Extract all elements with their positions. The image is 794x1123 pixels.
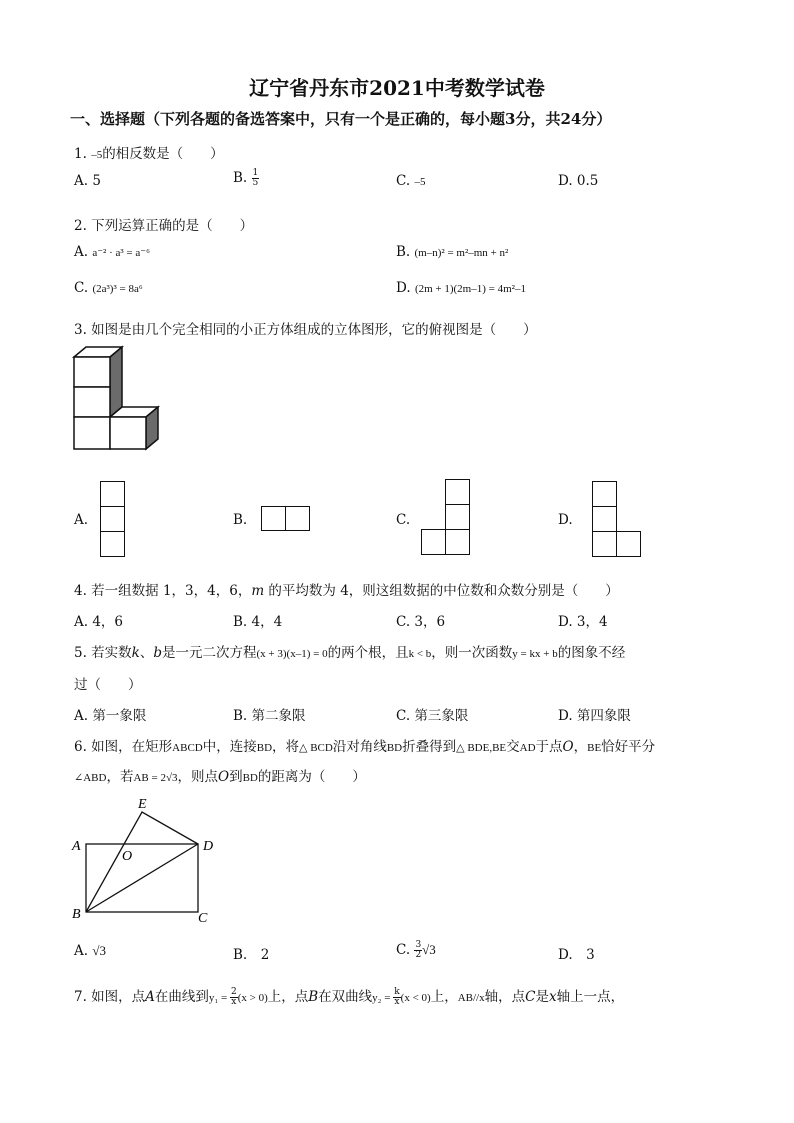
q3-option-c[interactable]: C. — [396, 512, 411, 528]
q1-option-d[interactable]: D. 0.5 — [558, 173, 599, 189]
q1-option-b[interactable]: B. $\frac{1}{5}$ — [233, 168, 259, 188]
q6-option-c[interactable]: C. $\frac{3}{2}$ √3 — [396, 940, 436, 960]
question-6-line2: ∠ABD，若AB = 2√3，则点O到BD的距离为（ ） — [74, 769, 366, 785]
q1-option-c[interactable]: C. –5 — [396, 173, 426, 189]
question-2: 2. 下列运算正确的是（ ） — [74, 218, 254, 234]
q6-option-b[interactable]: B. 2 — [233, 947, 270, 963]
section-heading: 一、选择题（下列各题的备选答案中，只有一个是正确的，每小题3分，共24分） — [70, 110, 612, 128]
q4-option-c[interactable]: C. 3，6 — [396, 614, 446, 630]
q5-option-a[interactable]: A. 第一象限 — [74, 708, 147, 724]
question-6: 6. 如图，在矩形ABCD中，连接BD，将△ BCD沿对角线BD折叠得到△ BDE,BE交AD于点O，BE恰好平分 — [74, 739, 656, 755]
q5-option-d[interactable]: D. 第四象限 — [558, 708, 631, 724]
q2-option-d[interactable]: D. (2m + 1)(2m–1) = 4m²–1 — [396, 280, 526, 296]
q3-option-d-figure[interactable] — [592, 481, 642, 559]
label-D: D — [203, 839, 214, 854]
question-1: 1. –5的相反数是（ ） — [74, 146, 224, 162]
q3-option-a-figure[interactable] — [100, 481, 126, 559]
q6-option-d[interactable]: D. 3 — [558, 947, 595, 963]
question-5-line2: 过（ ） — [74, 677, 142, 693]
question-5: 5. 若实数k、b是一元二次方程(x + 3)(x–1) = 0的两个根，且k < b，则一次函数y = kx + b的图象不经 — [74, 645, 626, 661]
label-C: C — [198, 911, 208, 926]
q1-option-a[interactable]: A. 5 — [74, 173, 101, 189]
q3-option-d[interactable]: D. — [558, 512, 573, 528]
question-4: 4. 若一组数据 1，3，4，6，m 的平均数为 4，则这组数据的中位数和众数分别是（ ） — [74, 583, 619, 599]
label-E: E — [138, 797, 147, 812]
label-A: A — [72, 839, 81, 854]
q5-option-b[interactable]: B. 第二象限 — [233, 708, 306, 724]
q5-option-c[interactable]: C. 第三象限 — [396, 708, 469, 724]
label-O: O — [122, 849, 133, 864]
question-3: 3. 如图是由几个完全相同的小正方体组成的立体图形，它的俯视图是（ ） — [74, 322, 537, 338]
q3-option-c-figure[interactable] — [421, 479, 471, 557]
label-B: B — [72, 907, 81, 922]
q2-option-b[interactable]: B. (m–n)² = m²–mn + n² — [396, 244, 509, 260]
rectangle-fold-figure — [70, 794, 230, 929]
q4-option-d[interactable]: D. 3，4 — [558, 614, 608, 630]
q2-option-c[interactable]: C. (2a³)³ = 8a⁶ — [74, 280, 143, 296]
q3-option-b-figure[interactable] — [261, 506, 313, 532]
q3-option-a[interactable]: A. — [74, 512, 89, 528]
page-title: 辽宁省丹东市2021中考数学试卷 — [249, 76, 545, 100]
q2-option-a[interactable]: A. a⁻² · a³ = a⁻⁶ — [74, 244, 150, 260]
q4-option-b[interactable]: B. 4，4 — [233, 614, 283, 630]
q3-option-b[interactable]: B. — [233, 512, 248, 528]
question-7: 7. 如图，点A在曲线到y₁ = $\frac{2}{x}$ (x > 0)上，点B在双曲线y₂ = $\frac{k}{x}$ (x < 0)上，AB//x轴，点C是x轴上一点， — [74, 987, 625, 1007]
q4-option-a[interactable]: A. 4，6 — [74, 614, 124, 630]
q6-option-a[interactable]: A. √3 — [74, 943, 106, 959]
cube-solid-figure — [70, 345, 170, 455]
